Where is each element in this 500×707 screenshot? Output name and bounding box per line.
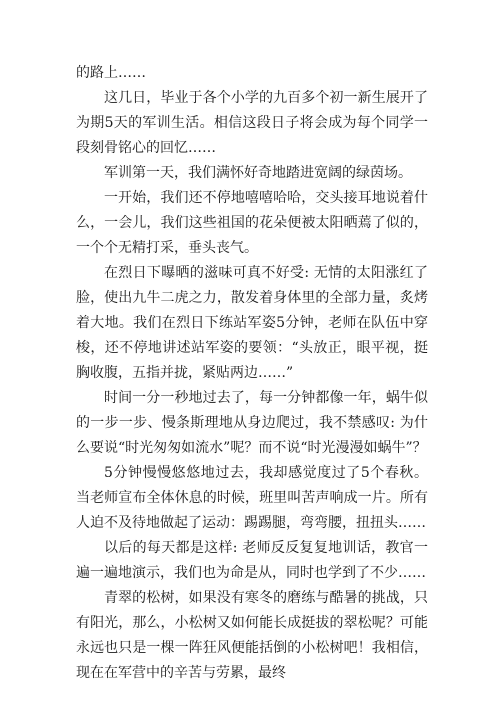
paragraph-under-the-sun: 在烈日下曝晒的滋味可真不好受: 无情的太阳涨红了脸，使出九牛二虎之力，散发着身体里的全部力量，炙烤着大地。我们在烈日下练站军姿5分钟，老师在队伍中穿梭，还不停地讲述站军姿的要领：“头放正，眼平视，挺胸收腹，五指并拢，紧贴两边……” xyxy=(76,265,428,381)
paragraph-pine-tree: 青翠的松树，如果没有寒冬的磨练与酷暑的挑战，只有阳光，那么，小松树又如何能长成挺拔的翠松呢？可能永远也只是一棵一阵狂风便能括倒的小松树吧！我相信，现在在军营中的辛苦与劳累，最终 xyxy=(76,590,428,681)
paragraph-five-minutes: 5分钟慢慢悠悠地过去，我却感觉度过了5个春秋。当老师宣布全体休息的时候，班里叫苦声响成一片。所有人迫不及待地做起了运动：踢踢腿，弯弯腰，扭扭头…… xyxy=(76,465,428,531)
paragraph-time-passing: 时间一分一秒地过去了，每一分钟都像一年，蜗牛似的一步一步、慢条斯理地从身边爬过，我不禁感叹: 为什么要说“时光匆匆如流水”呢？而不说“时光漫漫如蜗牛”？ xyxy=(76,390,428,456)
paragraph-every-day: 以后的每天都是这样: 老师反反复复地训话，教官一遍一遍地演示，我们也为命是从，同时也学到了不少…… xyxy=(76,540,428,581)
paragraph-first-day: 军训第一天，我们满怀好奇地踏进宽阔的绿茵场。 xyxy=(104,165,412,181)
paragraph-at-the-beginning: 一开始，我们还不停地嘻嘻哈哈，交头接耳地说着什么，一会儿，我们这些祖国的花朵便被太阳晒蔫了似的，一个个无精打采，垂头丧气。 xyxy=(76,190,428,256)
paragraph-continuation: 的路上…… xyxy=(76,65,146,81)
paragraph-military-training-intro: 这几日，毕业于各个小学的九百多个初一新生展开了为期5天的军训生活。相信这段日子将会成为每个同学一段刻骨铭心的回忆…… xyxy=(76,90,428,156)
document-body xyxy=(76,61,428,686)
